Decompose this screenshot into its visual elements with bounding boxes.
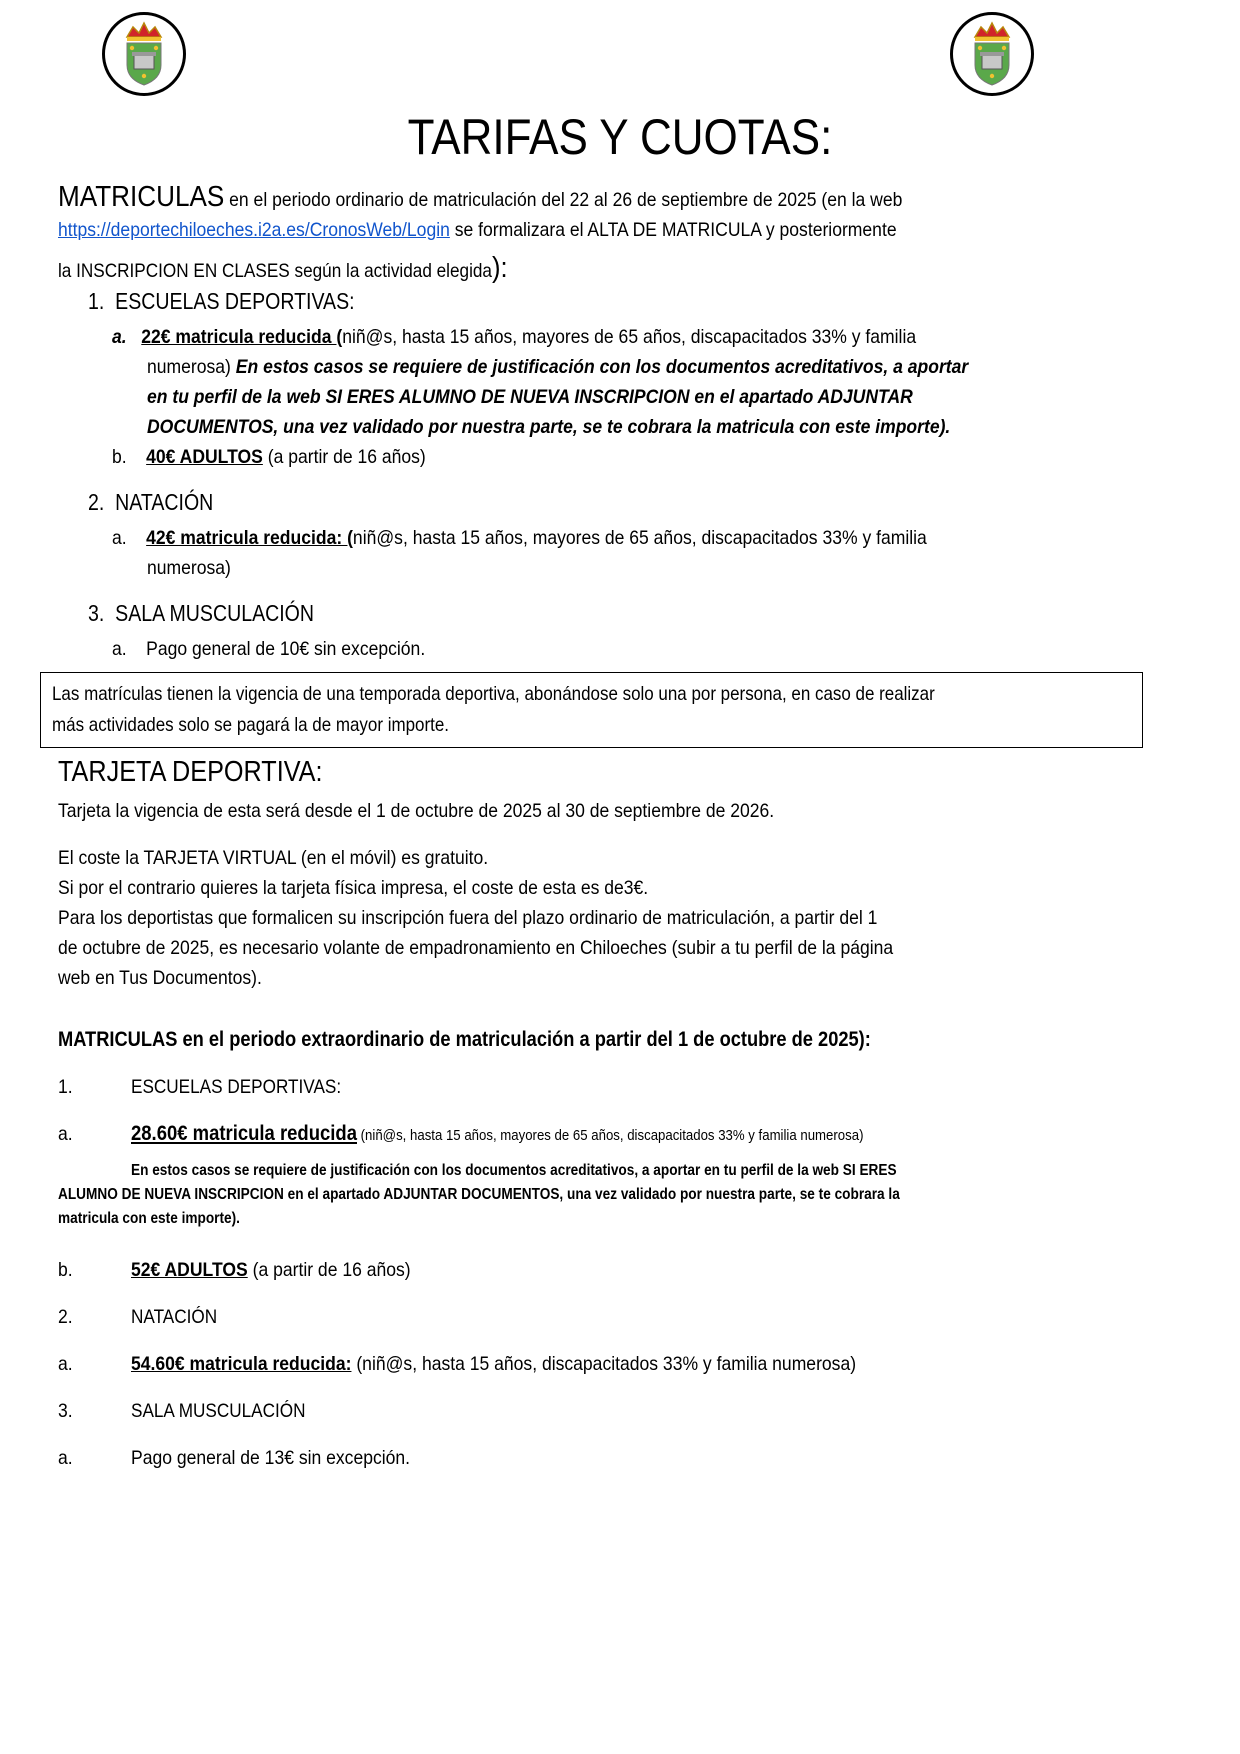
section-musculacion-heading: 3. SALA MUSCULACIÓN: [88, 600, 314, 626]
right-crest: [950, 12, 1034, 96]
extra-s3-name: SALA MUSCULACIÓN: [131, 1400, 306, 1422]
extra-s1a: 28.60€ matricula reducida (niñ@s, hasta 15 años, mayores de 65 años, discapacitados 33% y familia numerosa): [131, 1122, 864, 1145]
price-label: 42€ matricula reducida: (: [146, 527, 353, 549]
note-box-line-1: Las matrículas tienen la vigencia de una temporada deportiva, abonándose solo una por persona, en caso de realizar: [52, 683, 935, 705]
note-box-line-2: más actividades solo se pagará la de mayor importe.: [52, 714, 449, 736]
extra-s1a-note-1: En estos casos se requiere de justificación con los documentos acreditativos, a aportar en tu perfil de la web SI ERES: [131, 1162, 897, 1179]
escuelas-item-a-line-4: DOCUMENTOS, una vez validado por nuestra parte, se te cobrara la matricula con este importe).: [147, 416, 951, 438]
extra-s1a-note-2: ALUMNO DE NUEVA INSCRIPCION en el apartado ADJUNTAR DOCUMENTOS, una vez validado por nuestra parte, se te cobrara la: [58, 1186, 900, 1203]
extraordinary-heading: MATRICULAS en el periodo extraordinario de matriculación a partir del 1 de octubre de 2025):: [58, 1028, 871, 1051]
cronosweb-login-link[interactable]: https://deportechiloeches.i2a.es/CronosWeb/Login: [58, 219, 450, 241]
tarjeta-late-line-2: de octubre de 2025, es necesario volante de empadronamiento en Chiloeches (subir a tu perfil de la página: [58, 937, 894, 959]
tarjeta-late-line-3: web en Tus Documentos).: [58, 967, 262, 989]
coat-of-arms-icon: [953, 15, 1031, 93]
price-label: 52€ ADULTOS: [131, 1259, 248, 1281]
musculacion-item-a: a. Pago general de 10€ sin excepción.: [112, 638, 426, 660]
extra-s2a: 54.60€ matricula reducida: (niñ@s, hasta 15 años, discapacitados 33% y familia numerosa): [131, 1353, 857, 1375]
escuelas-item-b: b. 40€ ADULTOS (a partir de 16 años): [112, 446, 426, 468]
ordinary-heading: MATRICULAS: [58, 181, 225, 213]
escuelas-item-a-line-3: en tu perfil de la web SI ERES ALUMNO DE NUEVA INSCRIPCION en el apartado ADJUNTAR: [147, 386, 913, 408]
extra-s3a-marker: a.: [58, 1447, 73, 1469]
section-natacion-heading: 2. NATACIÓN: [88, 489, 214, 515]
left-crest: [102, 12, 186, 96]
coat-of-arms-icon: [105, 15, 183, 93]
escuelas-item-a: a. 22€ matricula reducida (niñ@s, hasta 15 años, mayores de 65 años, discapacitados 33% y familia: [112, 326, 917, 348]
tarjeta-validity: Tarjeta la vigencia de esta será desde el 1 de octubre de 2025 al 30 de septiembre de 2026.: [58, 800, 775, 822]
section-escuelas-heading: 1. ESCUELAS DEPORTIVAS:: [88, 288, 355, 314]
extra-s3-number: 3.: [58, 1400, 73, 1422]
extra-s1a-marker: a.: [58, 1123, 73, 1145]
extra-s1-heading: 1.: [58, 1076, 73, 1098]
extra-s1a-note-3: matricula con este importe).: [58, 1210, 240, 1227]
extra-s1-name: ESCUELAS DEPORTIVAS:: [131, 1076, 342, 1098]
extra-s2-name: NATACIÓN: [131, 1306, 218, 1328]
escuelas-item-a-line-2: numerosa) En estos casos se requiere de justificación con los documentos acreditativos, a aportar: [147, 356, 969, 378]
extra-s2-number: 2.: [58, 1306, 73, 1328]
extra-s2a-marker: a.: [58, 1353, 73, 1375]
tarjeta-physical-cost: Si por el contrario quieres la tarjeta física impresa, el coste de esta es de3€.: [58, 877, 649, 899]
price-label: 54.60€ matricula reducida:: [131, 1353, 352, 1375]
page-title: TARIFAS Y CUOTAS:: [407, 109, 833, 165]
extra-s1b-marker: b.: [58, 1259, 73, 1281]
ordinary-intro-line-1: MATRICULAS en el periodo ordinario de matriculación del 22 al 26 de septiembre de 2025 (en la web: [58, 181, 903, 213]
natacion-item-a-line-2: numerosa): [147, 557, 231, 579]
tarjeta-virtual-cost: El coste la TARJETA VIRTUAL (en el móvil) es gratuito.: [58, 847, 489, 869]
natacion-item-a: a. 42€ matricula reducida: (niñ@s, hasta 15 años, mayores de 65 años, discapacitados 33% y familia: [112, 527, 927, 549]
price-label: 22€ matricula reducida (: [141, 326, 343, 348]
ordinary-intro-line-2: https://deportechiloeches.i2a.es/CronosWeb/Login se formalizara el ALTA DE MATRICULA y posteriormente: [58, 219, 897, 241]
tarjeta-late-line-1: Para los deportistas que formalicen su inscripción fuera del plazo ordinario de matriculación, a partir del 1: [58, 907, 878, 929]
tarjeta-heading: TARJETA DEPORTIVA:: [58, 756, 323, 788]
extra-s3a: Pago general de 13€ sin excepción.: [131, 1447, 411, 1469]
price-label: 28.60€ matricula reducida: [131, 1122, 357, 1145]
price-label: 40€ ADULTOS: [146, 446, 263, 468]
ordinary-intro-line-3: la INSCRIPCION EN CLASES según la actividad elegida):: [58, 252, 508, 284]
extra-s1b: 52€ ADULTOS (a partir de 16 años): [131, 1259, 411, 1281]
